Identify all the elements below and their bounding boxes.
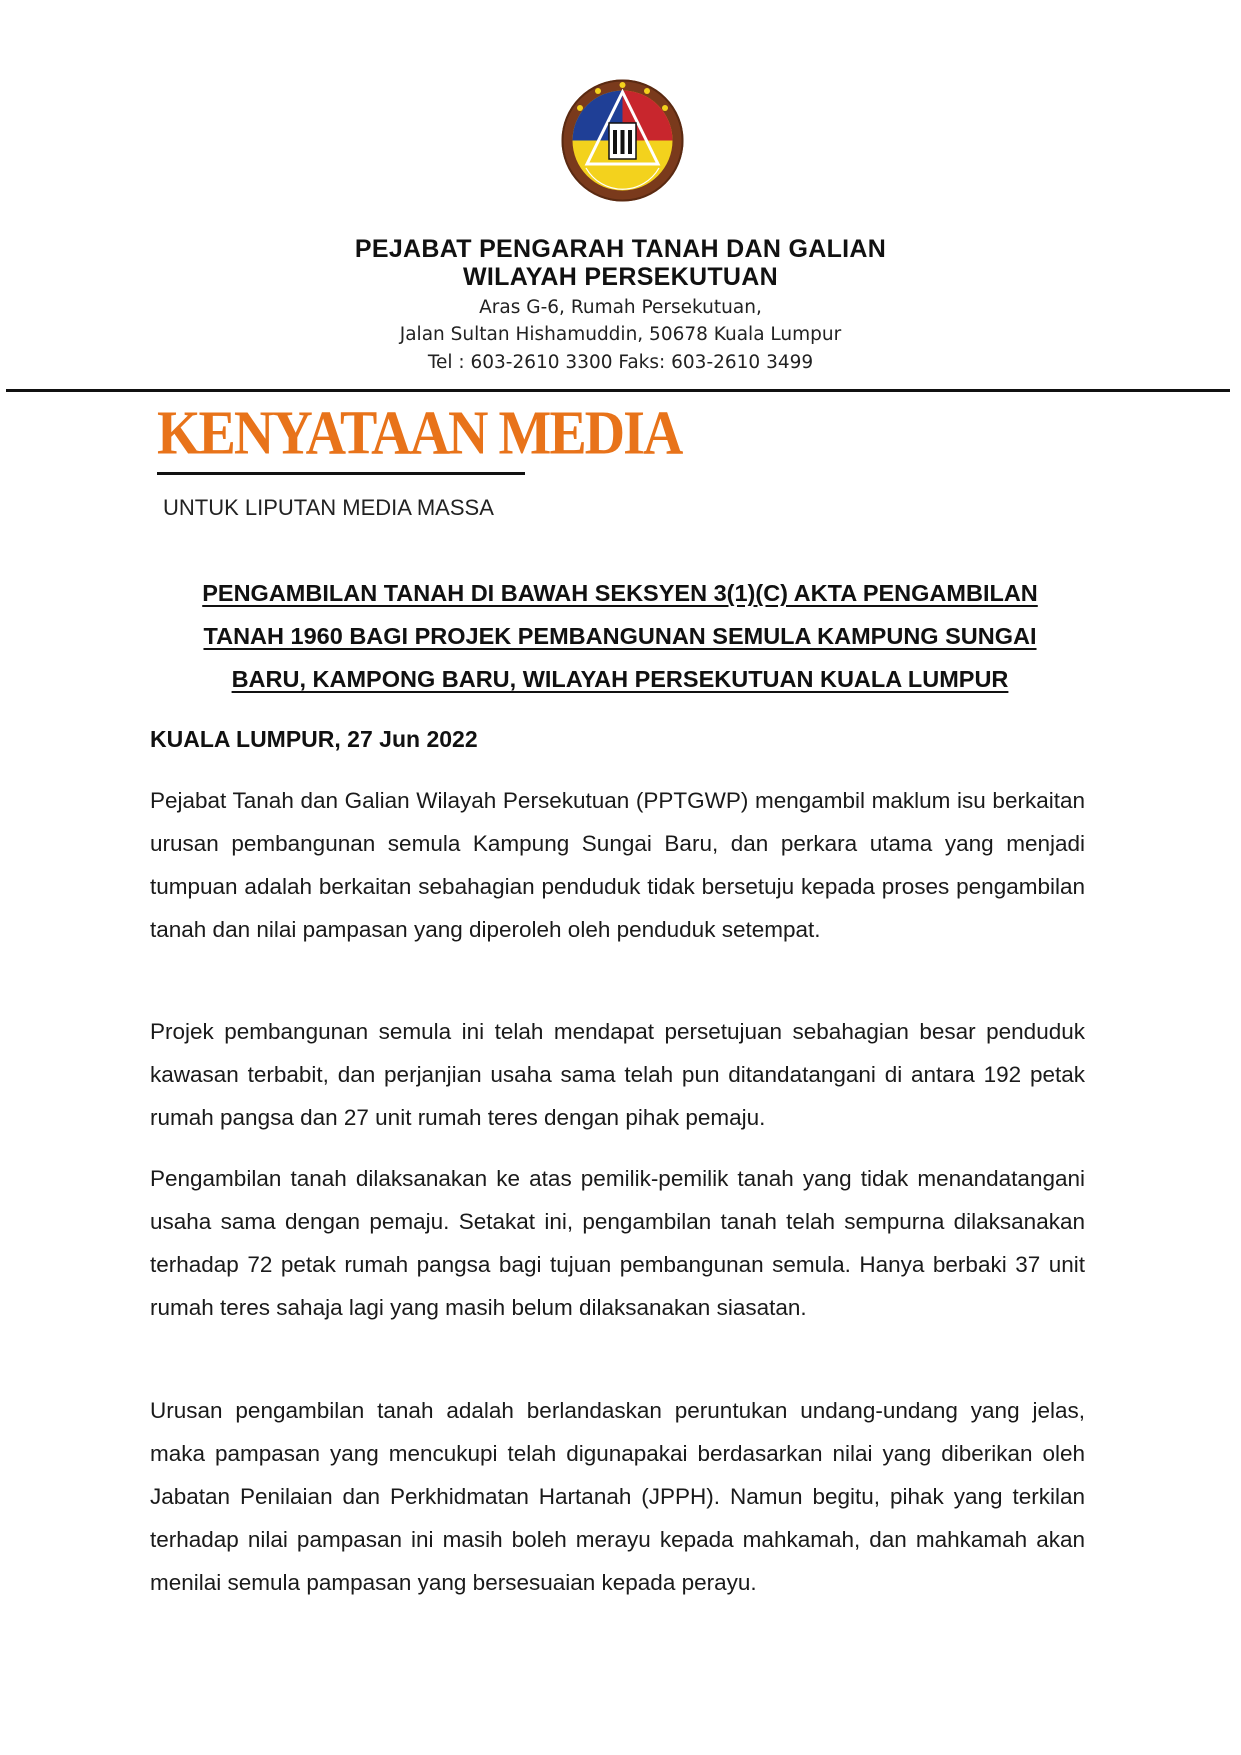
coverage-label: UNTUK LIPUTAN MEDIA MASSA: [163, 495, 494, 520]
article-title-line1: PENGAMBILAN TANAH DI BAWAH SEKSYEN 3(1)(C) AKTA PENGAMBILAN: [202, 580, 1038, 606]
address-line1: Aras G-6, Rumah Persekutuan,: [479, 297, 762, 318]
dateline: KUALA LUMPUR, 27 Jun 2022: [150, 726, 478, 752]
article-title-line3: BARU, KAMPONG BARU, WILAYAH PERSEKUTUAN KUALA LUMPUR: [231, 666, 1009, 692]
media-statement-banner: KENYATAAN MEDIA: [157, 398, 682, 469]
contact-line: Tel : 603-2610 3300 Faks: 603-2610 3499: [427, 352, 814, 373]
org-name-line1: PEJABAT PENGARAH TANAH DAN GALIAN: [354, 235, 887, 263]
address-line2: Jalan Sultan Hishamuddin, 50678 Kuala Lumpur: [399, 324, 842, 345]
pptgwp-emblem-icon: [560, 78, 685, 203]
org-name-line2: WILAYAH PERSEKUTUAN: [462, 263, 778, 291]
body-paragraph-3: Pengambilan tanah dilaksanakan ke atas pemilik-pemilik tanah yang tidak menandatangani usaha sama dengan pemaju. Setakat ini, pengambilan tanah telah sempurna dilaksanakan terhadap 72 petak rumah pangsa bagi tujuan pembangunan semula. Hanya berbaki 37 unit rumah teres sahaja lagi yang masih belum dilaksanakan siasatan.: [150, 1166, 1085, 1320]
article-title-line2: TANAH 1960 BAGI PROJEK PEMBANGUNAN SEMULA KAMPUNG SUNGAI: [203, 623, 1037, 649]
header-divider: [6, 389, 1230, 392]
body-paragraph-4: Urusan pengambilan tanah adalah berlandaskan peruntukan undang-undang yang jelas, maka pampasan yang mencukupi telah digunapakai berdasarkan nilai yang diberikan oleh Jabatan Penilaian dan Perkhidmatan Hartanah (JPPH). Namun begitu, pihak yang terkilan terhadap nilai pampasan ini masih boleh merayu kepada mahkamah, dan mahkamah akan menilai semula pampasan yang bersesuaian kepada perayu.: [150, 1398, 1085, 1595]
body-paragraph-1: Pejabat Tanah dan Galian Wilayah Persekutuan (PPTGWP) mengambil maklum isu berkaitan urusan pembangunan semula Kampung Sungai Baru, dan perkara utama yang menjadi tumpuan adalah berkaitan sebahagian penduduk tidak bersetuju kepada proses pengambilan tanah dan nilai pampasan yang diperoleh oleh penduduk setempat.: [150, 788, 1085, 942]
body-paragraph-2: Projek pembangunan semula ini telah mendapat persetujuan sebahagian besar penduduk kawasan terbabit, dan perjanjian usaha sama telah pun ditandatangani di antara 192 petak rumah pangsa dan 27 unit rumah teres dengan pihak pemaju.: [150, 1019, 1085, 1130]
banner-underline: [157, 472, 525, 475]
